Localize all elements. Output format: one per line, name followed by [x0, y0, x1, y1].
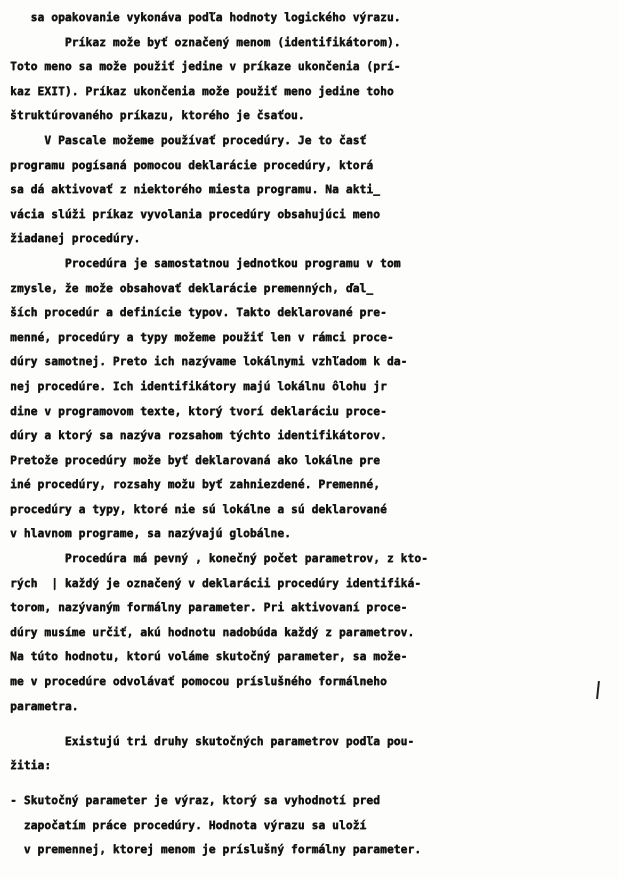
- list-item-text-line: - Skutočný parameter je výraz, ktorý sa vyhodnotí pred: [10, 794, 380, 808]
- text-line: dúry a ktorý sa nazýva rozsahom týchto identifikátorov.: [10, 429, 387, 443]
- text-line: torom, nazývaným formálny parameter. Pri aktivovaní proce-: [10, 601, 408, 615]
- text-line: v hlavnom programe, sa nazývajú globálne.: [10, 527, 291, 541]
- text-line: sa opakovanie vykonáva podľa hodnoty logického výrazu.: [10, 11, 401, 24]
- text-line: Pretože procedúry može byť deklarovaná ako lokálne pre: [10, 453, 380, 467]
- text-line: dúry samotnej. Preto ich nazývame lokálnymi vzhľadom k da-: [10, 355, 408, 369]
- text-line: rých | každý je označený v deklarácii procedúry identifiká-: [10, 576, 422, 590]
- document-body-text: [10, 6, 610, 863]
- text-line: Príkaz može byť označený menom (identifikátorom).: [10, 35, 401, 49]
- text-line: Procedúra je samostatnou jednotkou programu v tom: [10, 256, 401, 270]
- text-line: me v procedúre odvolávať pomocou príslušného formálneho: [10, 675, 387, 689]
- text-line: zmysle, že može obsahovať deklarácie premenných, ďal_: [10, 281, 374, 295]
- text-line: Na túto hodnotu, ktorú voláme skutočný parameter, sa može-: [10, 650, 408, 664]
- text-line: procedúry a typy, ktoré nie sú lokálne a sú deklarované: [10, 502, 387, 516]
- text-line: Existujú tri druhy skutočných parametrov podľa pou-: [10, 734, 415, 748]
- text-line: sa dá aktivovať z niektorého miesta programu. Na akti_: [10, 183, 380, 197]
- text-line: programu pogísaná pomocou deklarácie procedúry, ktorá: [10, 158, 374, 172]
- text-line: žitia:: [10, 759, 52, 773]
- text-line: štruktúrovaného príkazu, ktorého je čsaťou.: [10, 109, 305, 123]
- text-line: dúry musíme určiť, akú hodnotu nadobúda každý z parametrov.: [10, 625, 415, 639]
- text-line: Procedúra má pevný , konečný počet parametrov, z kto-: [10, 552, 428, 566]
- text-line: kaz EXIT). Príkaz ukončenia može použiť meno jedine toho: [10, 84, 394, 98]
- text-line: Toto meno sa može použiť jedine v príkaze ukončenia (prí-: [10, 60, 401, 74]
- text-line: menné, procedúry a typy možeme použiť len v rámci proce-: [10, 330, 394, 344]
- text-line: žiadanej procedúry.: [10, 232, 141, 246]
- text-line: ších procedúr a definície typov. Takto deklarované pre-: [10, 306, 387, 320]
- text-line: dine v programovom texte, ktorý tvorí deklaráciu proce-: [10, 404, 387, 418]
- list-item-text-line: započatím práce procedúry. Hodnota výrazu sa uloží: [10, 818, 367, 832]
- list-item-text-line: v premennej, ktorej menom je príslušný formálny parameter.: [10, 843, 422, 857]
- text-line: V Pascale možeme používať procedúry. Je to časť: [10, 133, 367, 147]
- text-line: iné procedúry, rozsahy možu byť zahniezdené. Premenné,: [10, 478, 380, 492]
- text-line: nej procedúre. Ich identifikátory majú lokálnu ôlohu jr: [10, 379, 387, 393]
- text-line: parametra.: [10, 699, 79, 713]
- text-line: vácia slúži príkaz vyvolania procedúry obsahujúci meno: [10, 207, 380, 221]
